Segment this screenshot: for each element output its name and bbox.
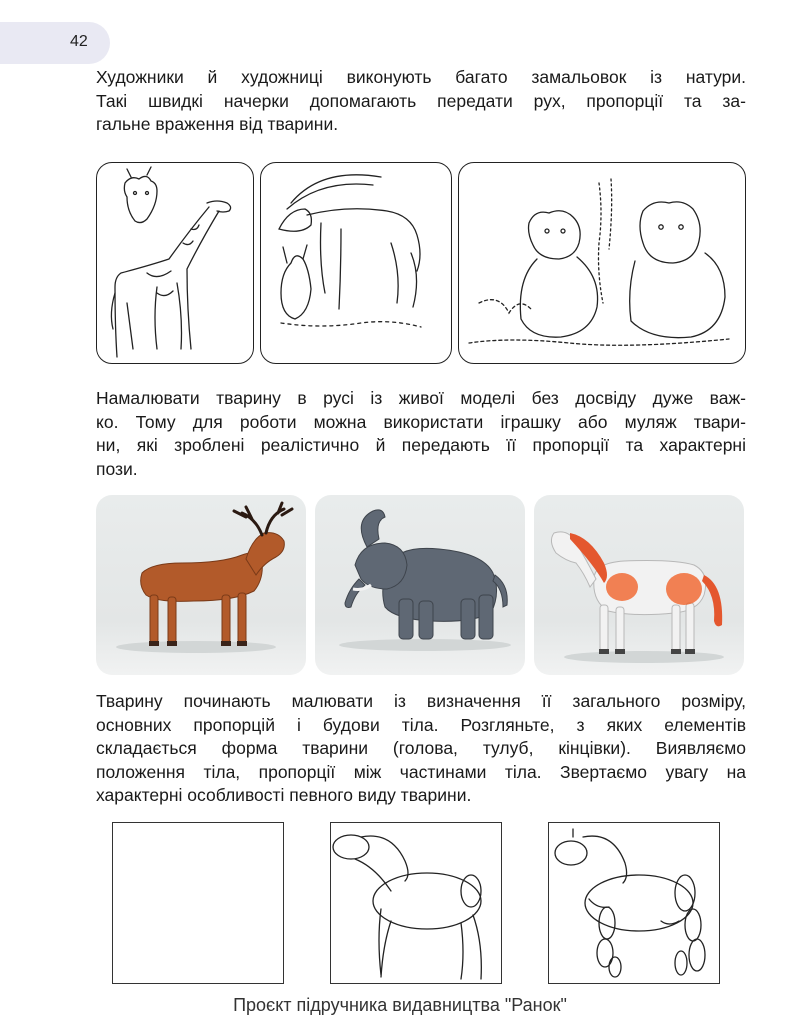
- deer-toy-photo: [96, 495, 306, 675]
- text-line: положення тіла, пропорції між частинами тіла. Звертаємо увагу на: [96, 761, 746, 782]
- bears-sketch-icon: [459, 163, 745, 363]
- page-number: 42: [70, 33, 88, 50]
- deer-toy-icon: [96, 495, 306, 675]
- intro-paragraph: [96, 66, 746, 137]
- text-line: основних пропорцій і будови тіла. Розгляньте, з яких елементів: [96, 714, 746, 735]
- elephant-toy-photo: [315, 495, 525, 675]
- antelope-sketch-image: [260, 162, 452, 364]
- drawing-method-paragraph: [96, 690, 746, 808]
- drawing-step-1: [112, 822, 284, 984]
- bears-sketch-image: [458, 162, 746, 364]
- empty-frame-icon: [113, 823, 283, 983]
- horse-toy-icon: [534, 495, 744, 675]
- drawing-step-2: [330, 822, 502, 984]
- text-line: Тварину починають малювати із визначення її загального розміру,: [96, 691, 746, 711]
- giraffe-sketch-image: [96, 162, 254, 364]
- text-line: Намалювати тварину в русі із живої моделі без досвіду дуже важ-: [96, 388, 746, 408]
- text-line: Художники й художниці виконують багато замальовок із натури.: [96, 67, 746, 87]
- text-line: гальне враження від тварини.: [96, 114, 339, 134]
- toy-model-paragraph: [96, 387, 746, 481]
- footer-publisher-note: Проєкт підручника видавництва "Ранок": [233, 995, 567, 1015]
- giraffe-sketch-icon: [97, 163, 253, 363]
- drawing-step-3: [548, 822, 720, 984]
- antelope-sketch-icon: [261, 163, 451, 363]
- text-line: Такі швидкі начерки допомагають передати рух, пропорції та за-: [96, 90, 746, 111]
- elephant-toy-icon: [315, 495, 525, 675]
- text-line: ко. Тому для роботи можна використати іграшку або муляж твари-: [96, 411, 746, 432]
- horse-step-detailed-icon: [549, 823, 719, 983]
- horse-toy-photo: [534, 495, 744, 675]
- text-line: характерні особливості певного виду тварини.: [96, 785, 472, 805]
- text-line: складається форма тварини (голова, тулуб, кінцівки). Виявляємо: [96, 738, 746, 758]
- text-line: пози.: [96, 458, 138, 479]
- page-number-tab: [0, 22, 110, 64]
- horse-step-outline-icon: [331, 823, 501, 983]
- text-line: ни, які зроблені реалістично й передають її пропорції та характерні: [96, 435, 746, 455]
